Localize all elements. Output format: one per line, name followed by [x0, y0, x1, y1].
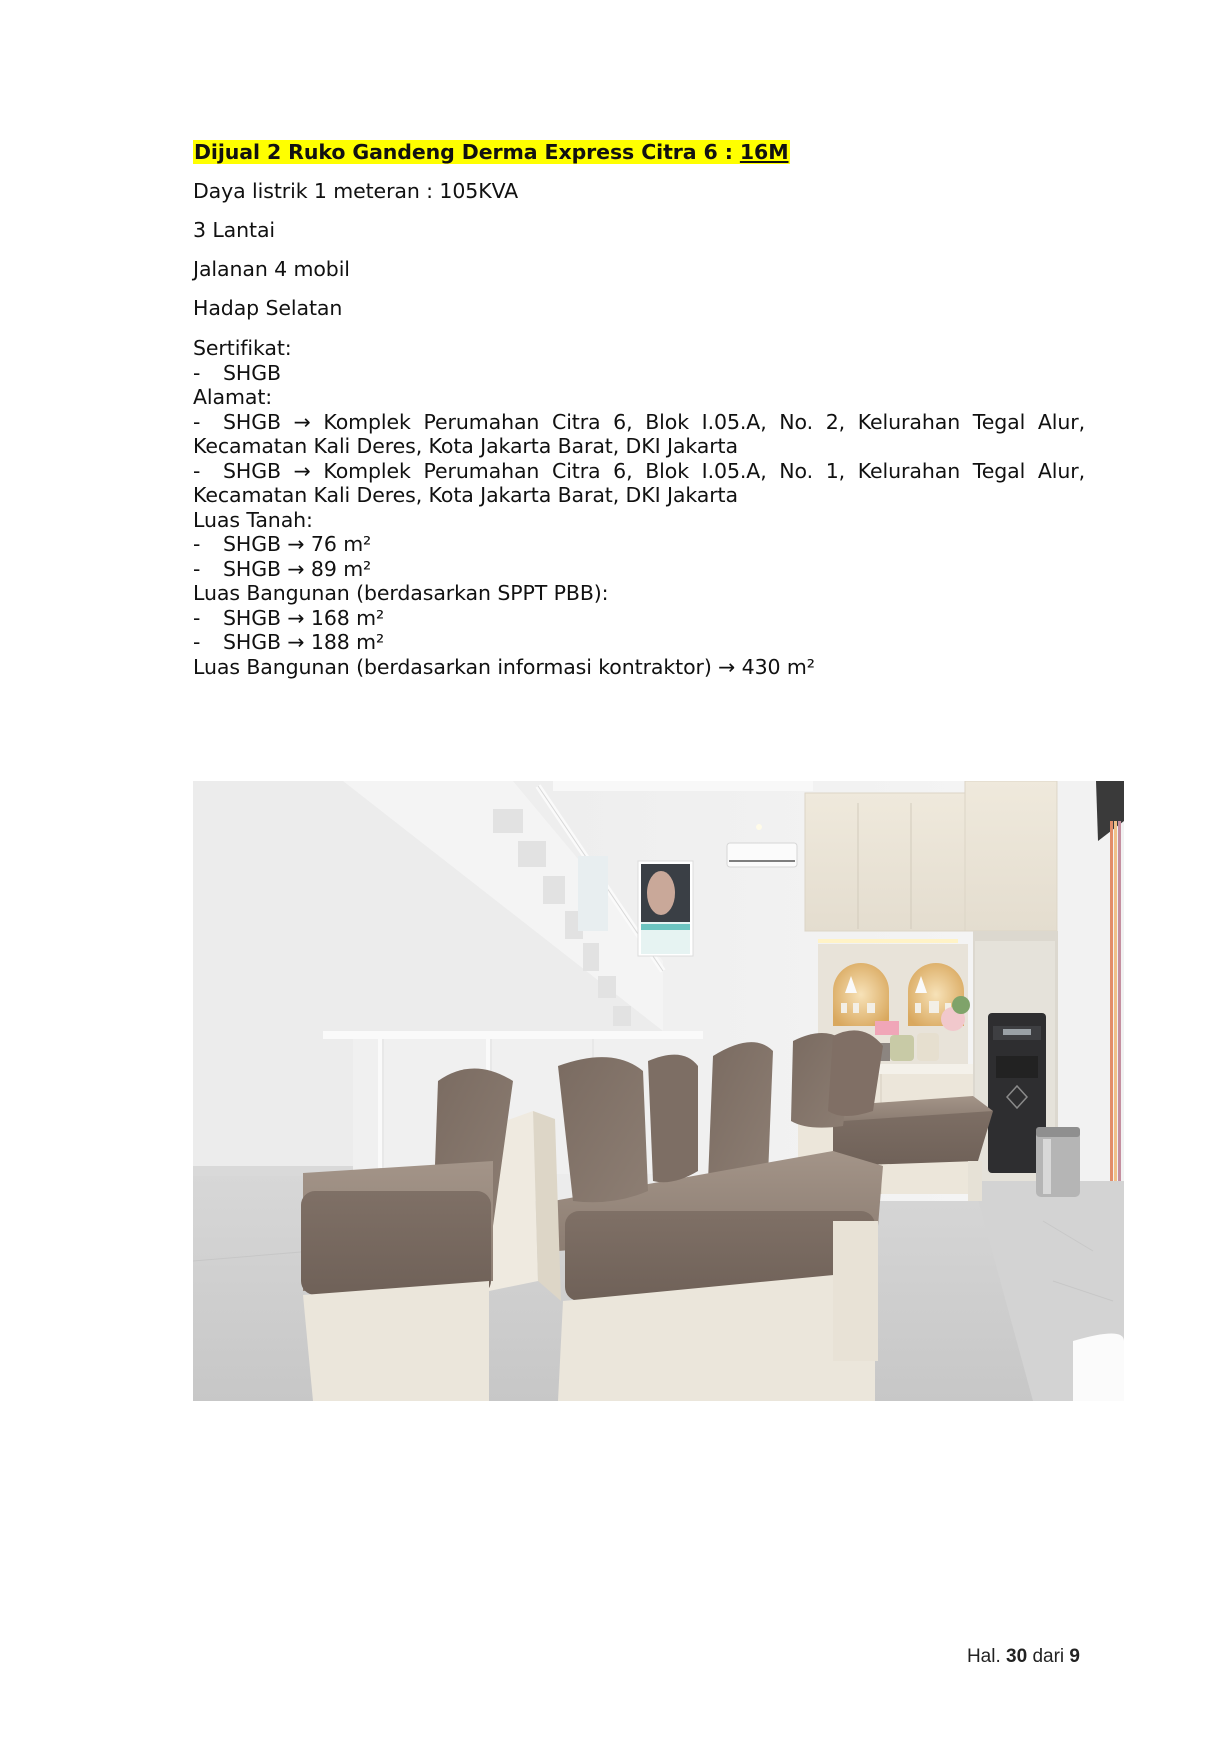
spec-electricity: Daya listrik 1 meteran : 105KVA [193, 179, 519, 203]
alamat-item-2-line2: Kecamatan Kali Deres, Kota Jakarta Barat, DKI Jakarta [193, 483, 738, 507]
sertifikat-value: SHGB [223, 361, 281, 385]
page-label: Hal. [966, 1646, 1007, 1667]
luas-bangunan-pbb-item [193, 629, 384, 656]
current-page: 30 [1006, 1646, 1028, 1667]
bullet-dash: - [193, 606, 201, 630]
bullet-dash: - [193, 361, 201, 385]
bullet-dash: - [193, 557, 201, 581]
page-number [960, 1646, 1080, 1668]
bullet-dash: - [193, 410, 201, 434]
alamat-item-2 [193, 458, 1085, 485]
alamat-text: SHGB → Komplek Perumahan Citra 6, Blok I.05.A, No. 2, Kelurahan Tegal Alur, [223, 410, 1085, 434]
alamat-item-1-line1 [193, 409, 1085, 436]
alamat-text: SHGB → Komplek Perumahan Citra 6, Blok I.05.A, No. 1, Kelurahan Tegal Alur, [223, 459, 1085, 483]
title-text: Dijual 2 Ruko Gandeng Derma Express Citra 6 : [194, 140, 740, 164]
interior-illustration [193, 781, 1124, 1401]
title-price: 16M [739, 140, 789, 164]
alamat-heading: Alamat: [193, 385, 273, 409]
luas-bangunan-value: SHGB → 168 m² [223, 606, 385, 630]
luas-tanah-value: SHGB → 89 m² [223, 557, 372, 581]
bullet-dash: - [193, 630, 201, 654]
spec-facing: Hadap Selatan [193, 296, 343, 320]
luas-tanah-item [193, 531, 371, 558]
alamat-item-2-line1 [193, 458, 1085, 485]
page-separator: dari [1027, 1646, 1070, 1667]
interior-photo [193, 781, 1124, 1401]
sertifikat-heading: Sertifikat: [193, 336, 292, 360]
listing-title [193, 139, 790, 166]
luas-tanah-item [193, 556, 371, 583]
bullet-dash: - [193, 532, 201, 556]
spec-floors: 3 Lantai [193, 218, 276, 242]
alamat-item-1-line2: Kecamatan Kali Deres, Kota Jakarta Barat, DKI Jakarta [193, 434, 738, 458]
luas-bangunan-kontraktor: Luas Bangunan (berdasarkan informasi kontraktor) → 430 m² [193, 655, 815, 679]
sertifikat-item [193, 360, 281, 387]
title-highlight [193, 140, 790, 164]
total-pages: 9 [1069, 1646, 1080, 1667]
bullet-dash: - [193, 459, 201, 483]
luas-bangunan-value: SHGB → 188 m² [223, 630, 385, 654]
alamat-item-1 [193, 409, 1085, 436]
luas-bangunan-pbb-item [193, 605, 384, 632]
spec-road-width: Jalanan 4 mobil [193, 257, 350, 281]
luas-bangunan-pbb-heading: Luas Bangunan (berdasarkan SPPT PBB): [193, 581, 609, 605]
luas-tanah-heading: Luas Tanah: [193, 508, 313, 532]
luas-tanah-value: SHGB → 76 m² [223, 532, 372, 556]
